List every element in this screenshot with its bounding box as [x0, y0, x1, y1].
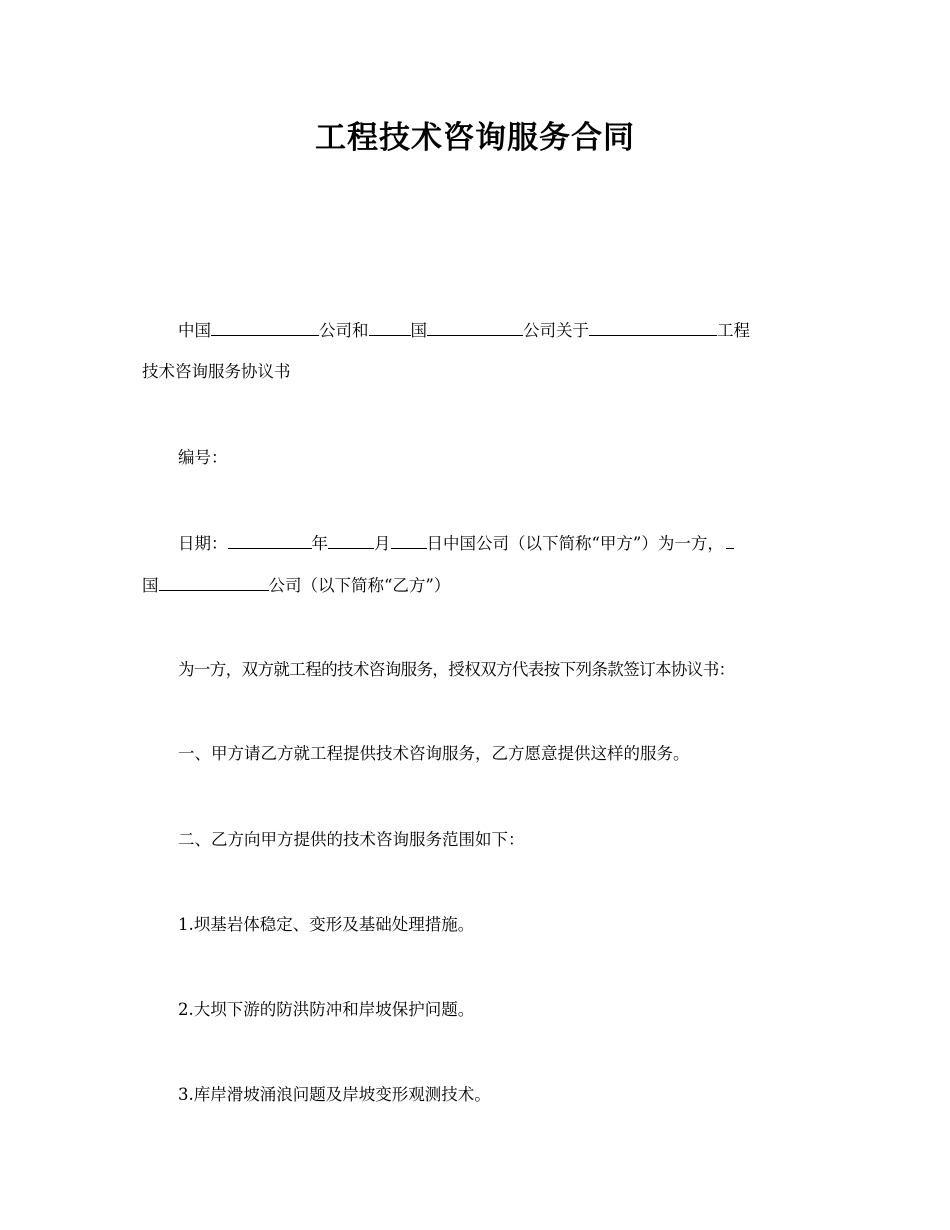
blank-field	[427, 318, 523, 336]
blank-field	[726, 531, 734, 549]
paragraph-date: 日期： 年 月 日中国公司（以下简称“甲方”）为一方，	[178, 531, 734, 556]
clause-1: 一、甲方请乙方就工程提供技术咨询服务，乙方愿意提供这样的服务。	[178, 744, 690, 763]
blank-field	[391, 531, 427, 549]
paragraph-parties: 中国 公司和 国 公司关于 工程	[178, 318, 750, 343]
blank-field	[589, 318, 717, 336]
blank-field	[228, 531, 312, 549]
clause-2: 二、乙方向甲方提供的技术咨询服务范围如下：	[178, 830, 525, 849]
blank-field	[369, 318, 411, 336]
blank-field	[328, 531, 374, 549]
number-label: 编号：	[178, 448, 228, 467]
scope-item-1: 1.坝基岩体稳定、变形及基础处理措施。	[178, 915, 475, 934]
paragraph-date-cont: 国 公司（以下简称“乙方”）	[142, 573, 450, 598]
blank-field	[211, 318, 319, 336]
blank-field	[159, 573, 269, 591]
scope-item-2: 2.大坝下游的防洪防冲和岸坡保护问题。	[178, 1000, 475, 1019]
document-title: 工程技术咨询服务合同	[315, 120, 635, 156]
paragraph-parties-cont: 技术咨询服务协议书	[142, 362, 291, 381]
scope-item-3: 3.库岸滑坡涌浪问题及岸坡变形观测技术。	[178, 1085, 491, 1104]
paragraph-intro: 为一方，双方就工程的技术咨询服务，授权双方代表按下列条款签订本协议书：	[178, 660, 735, 679]
